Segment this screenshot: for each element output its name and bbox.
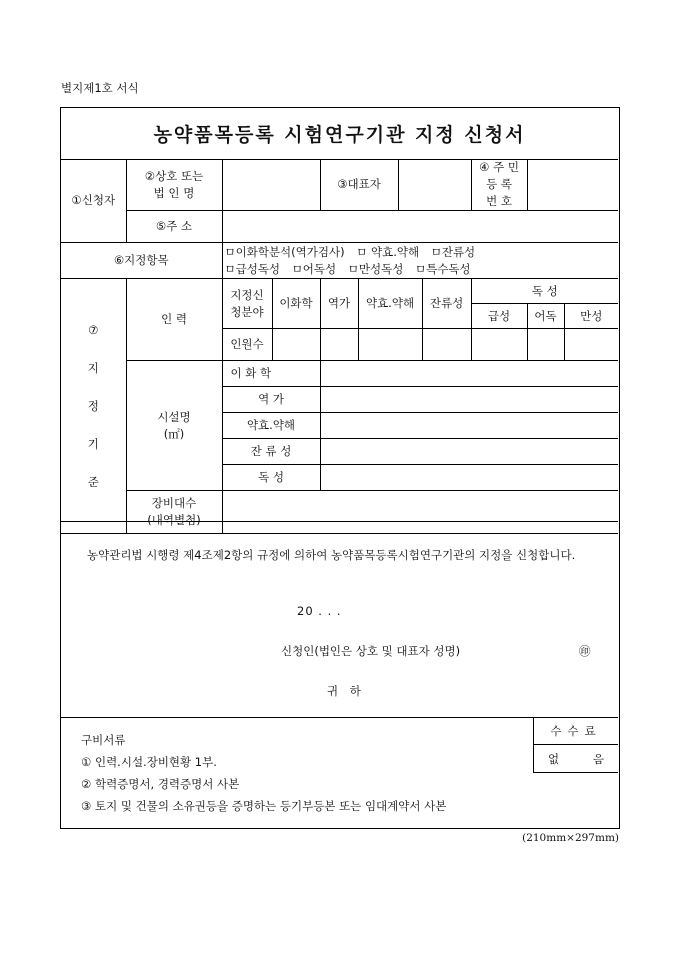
company-field[interactable]: [222, 159, 320, 211]
title-row: [61, 108, 618, 160]
count-physchem-field[interactable]: [272, 329, 320, 361]
designation-options: [222, 243, 618, 279]
paper-size-note: (210mm×297mm): [522, 832, 619, 844]
field-header-physchem: 이화학: [272, 279, 320, 329]
facility-toxicity-field[interactable]: [320, 465, 618, 491]
toxicity-fish-header: 어독: [527, 304, 564, 329]
count-label: 인원수: [222, 329, 272, 361]
facility-row-label: 잔 류 성: [222, 439, 320, 465]
form-title: 농약품목등록 시험연구기관 지정 신청서: [153, 124, 526, 146]
document-item: ③ 토지 및 건물의 소유권등을 증명하는 등기부등본 또는 임대계약서 사본: [81, 799, 447, 813]
application-form: [60, 107, 620, 829]
fee-label: 수수료: [534, 718, 618, 745]
address-label: ⑤주 소: [126, 211, 222, 243]
count-efficacy-field[interactable]: [358, 329, 422, 361]
id-number-label: ④ 주 민 등 록 번 호: [471, 159, 527, 211]
date-field[interactable]: 20 . . .: [297, 604, 342, 618]
count-acute-field[interactable]: [471, 329, 527, 361]
field-header-efficacy: 약효.약해: [358, 279, 422, 329]
form-number: 별지제1호 서식: [61, 81, 139, 95]
recipient: 귀 하: [327, 684, 365, 698]
facility-row-label: 이 화 학: [222, 361, 320, 387]
form-grid: [61, 159, 618, 534]
field-label: 지정신 청분야: [222, 279, 272, 329]
count-chronic-field[interactable]: [564, 329, 618, 361]
facility-titer-field[interactable]: [320, 387, 618, 413]
documents-section: [61, 717, 618, 829]
facility-label: 시설명 (㎡): [126, 361, 222, 491]
applicant-signature-line: 신청인(법인은 상호 및 대표자 성명): [281, 644, 461, 658]
facility-efficacy-field[interactable]: [320, 413, 618, 439]
statement-section: [61, 521, 618, 718]
representative-label: ③대표자: [320, 159, 398, 211]
option-fish-toxicity[interactable]: ㅁ어독성: [291, 261, 337, 276]
option-efficacy[interactable]: ㅁ 약효.약해: [356, 244, 420, 259]
option-special-toxicity[interactable]: ㅁ특수독성: [415, 261, 471, 276]
count-titer-field[interactable]: [320, 329, 358, 361]
equipment-label: 장비대수 (내역별첨): [126, 491, 222, 534]
address-field[interactable]: [222, 211, 618, 243]
field-header-residue: 잔류성: [422, 279, 471, 329]
facility-residue-field[interactable]: [320, 439, 618, 465]
statement-text: 농약관리법 시행령 제4조제2항의 규정에 의하여 농약품목등록시험연구기관의 지정을 신청합니다.: [87, 548, 576, 562]
count-fish-field[interactable]: [527, 329, 564, 361]
facility-row-label: 약효.약해: [222, 413, 320, 439]
fee-value: 없 음: [548, 751, 604, 766]
field-header-titer: 역가: [320, 279, 358, 329]
toxicity-chronic-header: 만성: [564, 304, 618, 329]
option-chronic-toxicity[interactable]: ㅁ만성독성: [347, 261, 404, 276]
personnel-label: 인 력: [126, 279, 222, 361]
criteria-section-label: ⑦ 지 정 기 준: [61, 279, 126, 534]
seal-mark[interactable]: ㊞: [579, 644, 591, 658]
documents-title: 구비서류: [81, 733, 126, 747]
document-item: ① 인력.시설.장비현황 1부.: [81, 755, 217, 769]
toxicity-header: 독 성: [471, 279, 618, 304]
company-label: ②상호 또는 법 인 명: [126, 159, 222, 211]
option-physicochemical[interactable]: ㅁ이화학분석(역가검사): [224, 244, 345, 259]
toxicity-acute-header: 급성: [471, 304, 527, 329]
designation-label: ⑥지정항목: [61, 243, 222, 279]
id-number-field[interactable]: [527, 159, 618, 211]
facility-row-label: 역 가: [222, 387, 320, 413]
count-residue-field[interactable]: [422, 329, 471, 361]
representative-field[interactable]: [398, 159, 471, 211]
option-acute-toxicity[interactable]: ㅁ급성독성: [224, 261, 281, 276]
applicant-section-label: ①신청자: [61, 159, 126, 243]
document-item: ② 학력증명서, 경력증명서 사본: [81, 777, 240, 791]
facility-physchem-field[interactable]: [320, 361, 618, 387]
facility-row-label: 독 성: [222, 465, 320, 491]
fee-box: [533, 718, 618, 773]
option-residue[interactable]: ㅁ잔류성: [430, 244, 476, 259]
